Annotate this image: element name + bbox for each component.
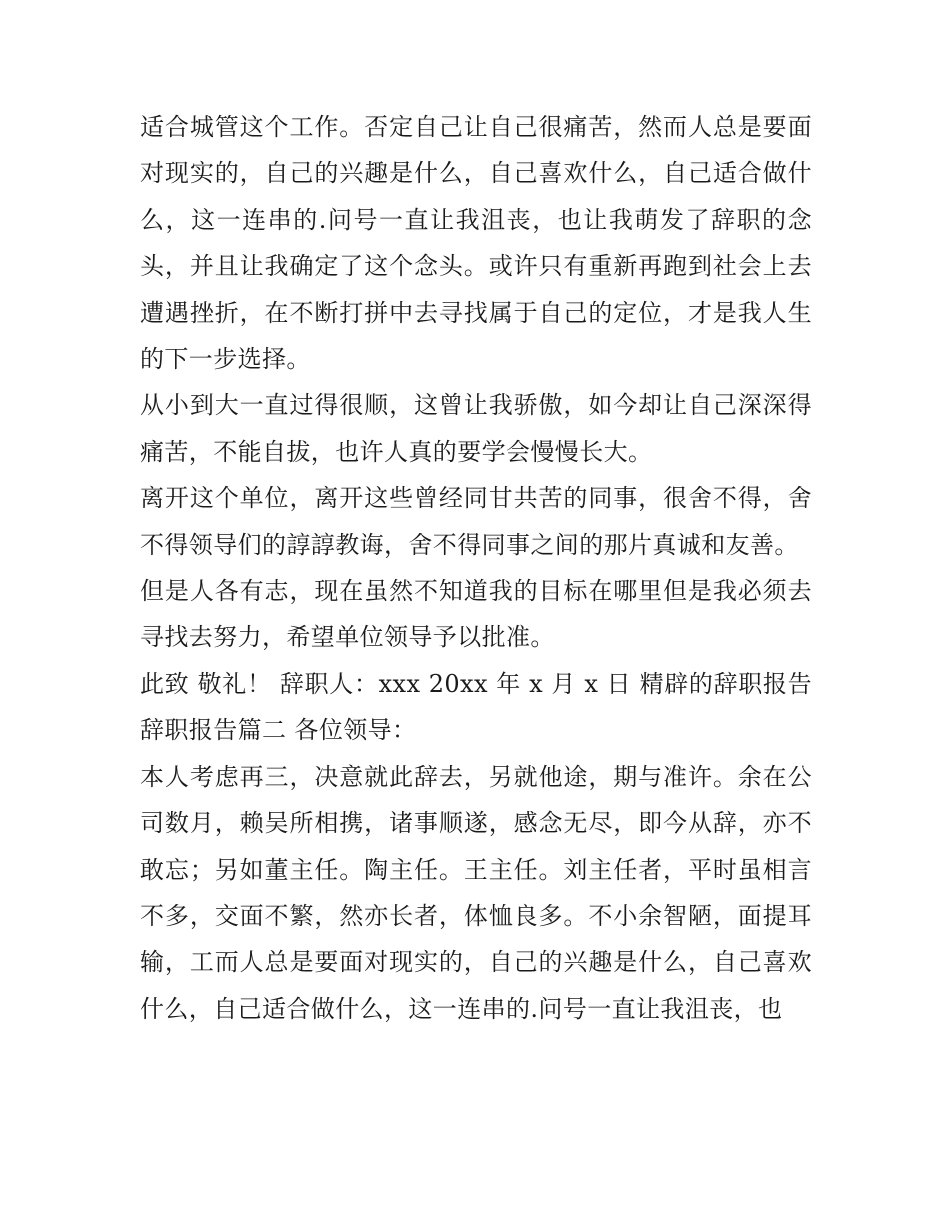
paragraph-1: 适合城管这个工作。否定自己让自己很痛苦，然而人总是要面对现实的，自己的兴趣是什么，自己喜欢什么，自己适合做什么，这一连串的.问号一直让我沮丧，也让我萌发了辞职的念头，并且让我确定了这个念头。或许只有重新再跑到社会上去遭遇挫折，在不断打拼中去寻找属于自己的定位，才是我人生的下一步选择。 — [140, 113, 812, 374]
paragraph-4: 但是人各有志，现在虽然不知道我的目标在哪里但是我必须去寻找去努力，希望单位领导予以批准。 — [140, 577, 812, 652]
paragraph-6: 本人考虑再三，决意就此辞去，另就他途，期与准许。余在公司数月，赖吴所相携，诸事顺遂，感念无尽，即今从辞，亦不敢忘；另如董主任。陶主任。王主任。刘主任者，平时虽相言不多，交面不繁，然亦长者，体恤良多。不小余智陋，面提耳输，工而人总是要面对现实的，自己的兴趣是什么，自己喜欢什么，自己适合做什么，这一连串的.问号一直让我沮丧，也 — [140, 762, 812, 1023]
paragraph-3: 离开这个单位，离开这些曾经同甘共苦的同事，很舍不得，舍不得领导们的諄諄教诲，舍不得同事之间的那片真诚和友善。 — [140, 484, 812, 559]
paragraph-2: 从小到大一直过得很顺，这曾让我骄傲，如今却让自己深深得痛苦，不能自拔，也许人真的要学会慢慢长大。 — [140, 391, 812, 466]
document-body — [140, 104, 812, 1032]
paragraph-5: 此致 敬礼！ 辞职人：xxx 20xx 年 x 月 x 日 精辟的辞职报告 辞职报告篇二 各位领导： — [140, 669, 812, 745]
